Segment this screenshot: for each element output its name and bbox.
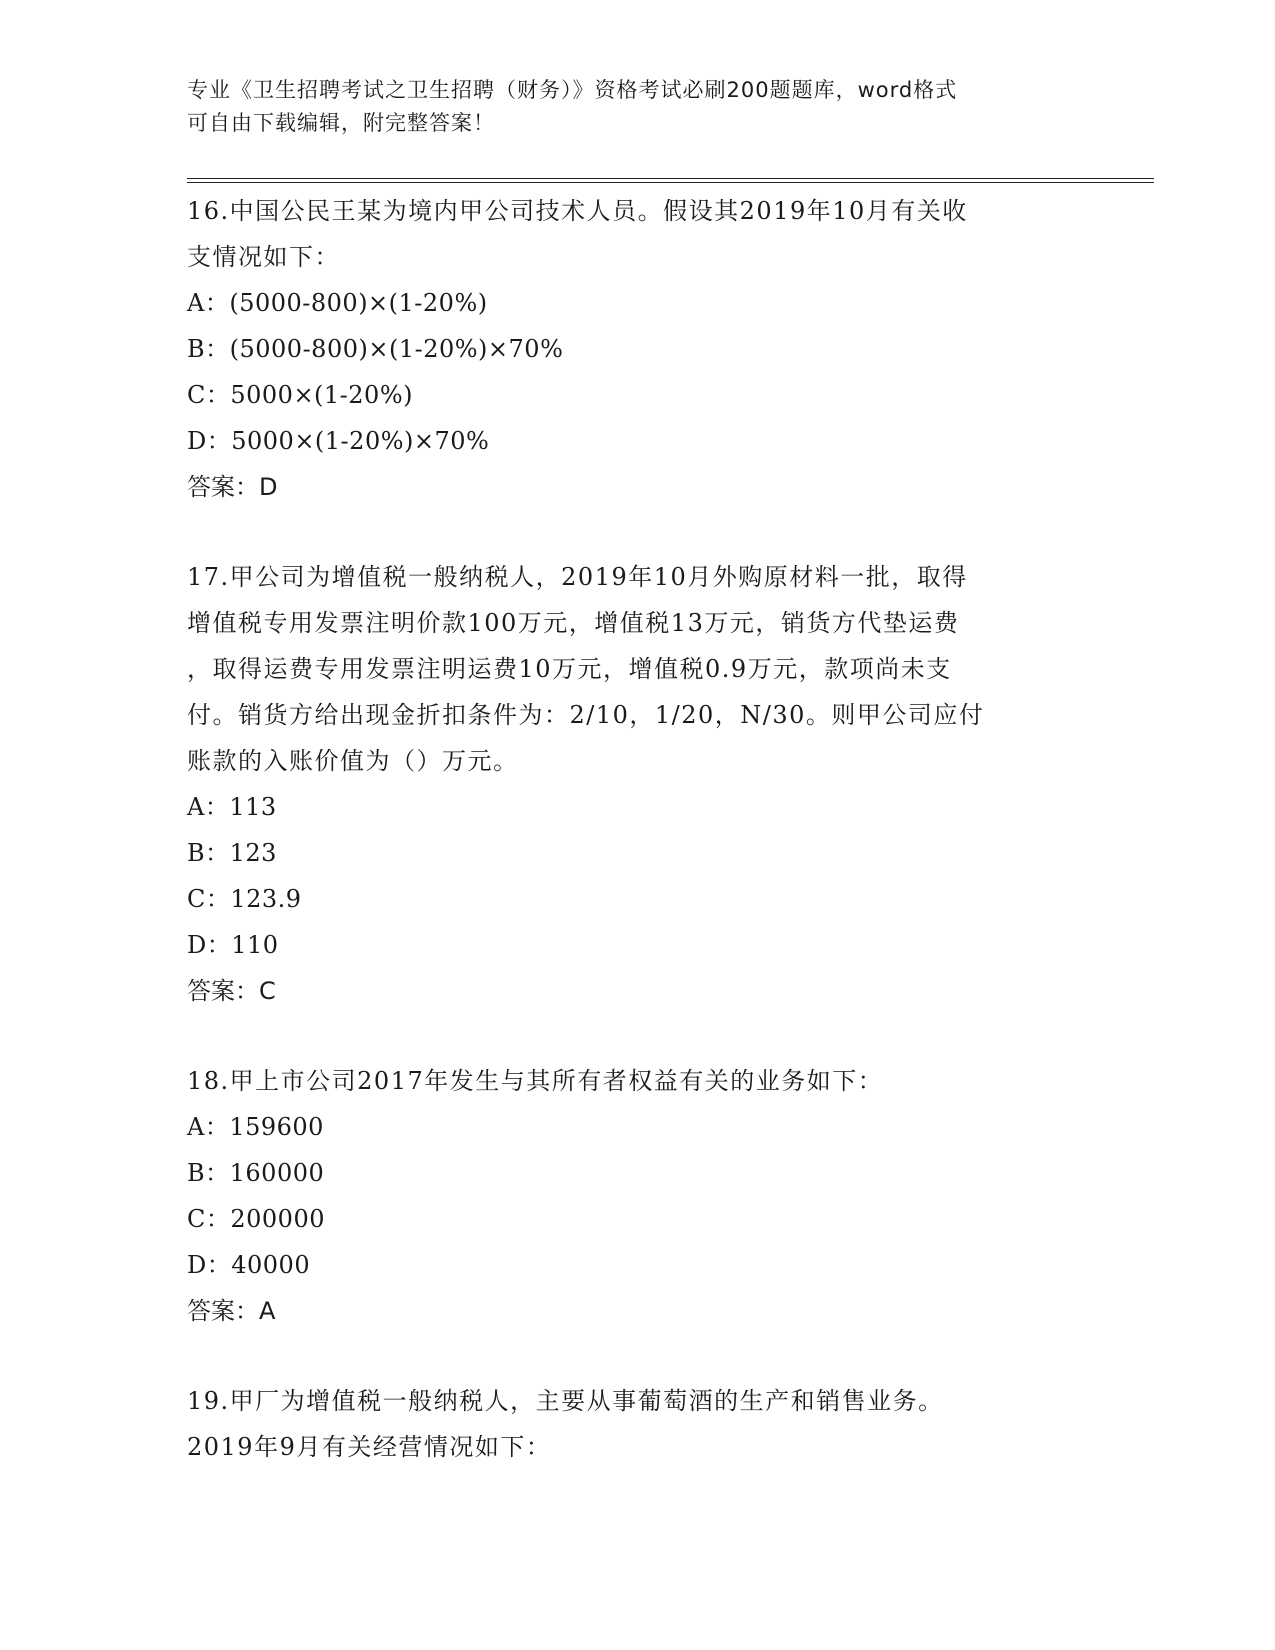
header-divider-bottom [187, 182, 1154, 183]
answer-option: D：110 [187, 931, 279, 959]
answer-option: C：5000×(1-20%) [187, 381, 413, 409]
question-text-line: 18.甲上市公司2017年发生与其所有者权益有关的业务如下： [187, 1067, 884, 1095]
question-spacer [187, 1334, 1087, 1378]
question-text-line: 账款的入账价值为（）万元。 [187, 747, 519, 775]
question-text-line: 增值税专用发票注明价款100万元，增值税13万元，销货方代垫运费 [187, 609, 960, 637]
answer-option: B：(5000-800)×(1-20%)×70% [187, 335, 564, 363]
answer-option: D：5000×(1-20%)×70% [187, 427, 490, 455]
answer-option: A：159600 [187, 1113, 324, 1141]
question-block [187, 188, 1087, 510]
question-text-line: 17.甲公司为增值税一般纳税人，2019年10月外购原材料一批，取得 [187, 563, 968, 591]
answer-key: 答案：A [187, 1297, 276, 1325]
header-line-2: 可自由下载编辑，附完整答案！ [187, 111, 495, 135]
question-spacer [187, 510, 1087, 554]
question-text-line: 支情况如下： [187, 243, 340, 271]
answer-option: A：(5000-800)×(1-20%) [187, 289, 488, 317]
question-list [187, 188, 1087, 1470]
question-text-line: ，取得运费专用发票注明运费10万元，增值税0.9万元，款项尚未支 [187, 655, 952, 683]
question-text-line: 付。销货方给出现金折扣条件为：2/10，1/20，N/30。则甲公司应付 [187, 701, 985, 729]
question-spacer [187, 1014, 1087, 1058]
question-block [187, 1058, 1087, 1334]
document-header [187, 74, 1087, 140]
answer-option: D：40000 [187, 1251, 311, 1279]
question-block [187, 1378, 1087, 1470]
answer-option: B：160000 [187, 1159, 325, 1187]
answer-key: 答案：C [187, 977, 276, 1005]
answer-option: C：200000 [187, 1205, 325, 1233]
question-text-line: 2019年9月有关经营情况如下： [187, 1433, 552, 1461]
question-text-line: 19.甲厂为增值税一般纳税人，主要从事葡萄酒的生产和销售业务。 [187, 1387, 944, 1415]
answer-option: C：123.9 [187, 885, 302, 913]
answer-option: A：113 [187, 793, 277, 821]
header-divider-top [187, 178, 1154, 179]
header-line-1: 专业《卫生招聘考试之卫生招聘（财务）》资格考试必刷200题题库，word格式 [187, 78, 958, 102]
question-text-line: 16.中国公民王某为境内甲公司技术人员。假设其2019年10月有关收 [187, 197, 968, 225]
answer-key: 答案：D [187, 473, 278, 501]
answer-option: B：123 [187, 839, 277, 867]
question-block [187, 554, 1087, 1014]
